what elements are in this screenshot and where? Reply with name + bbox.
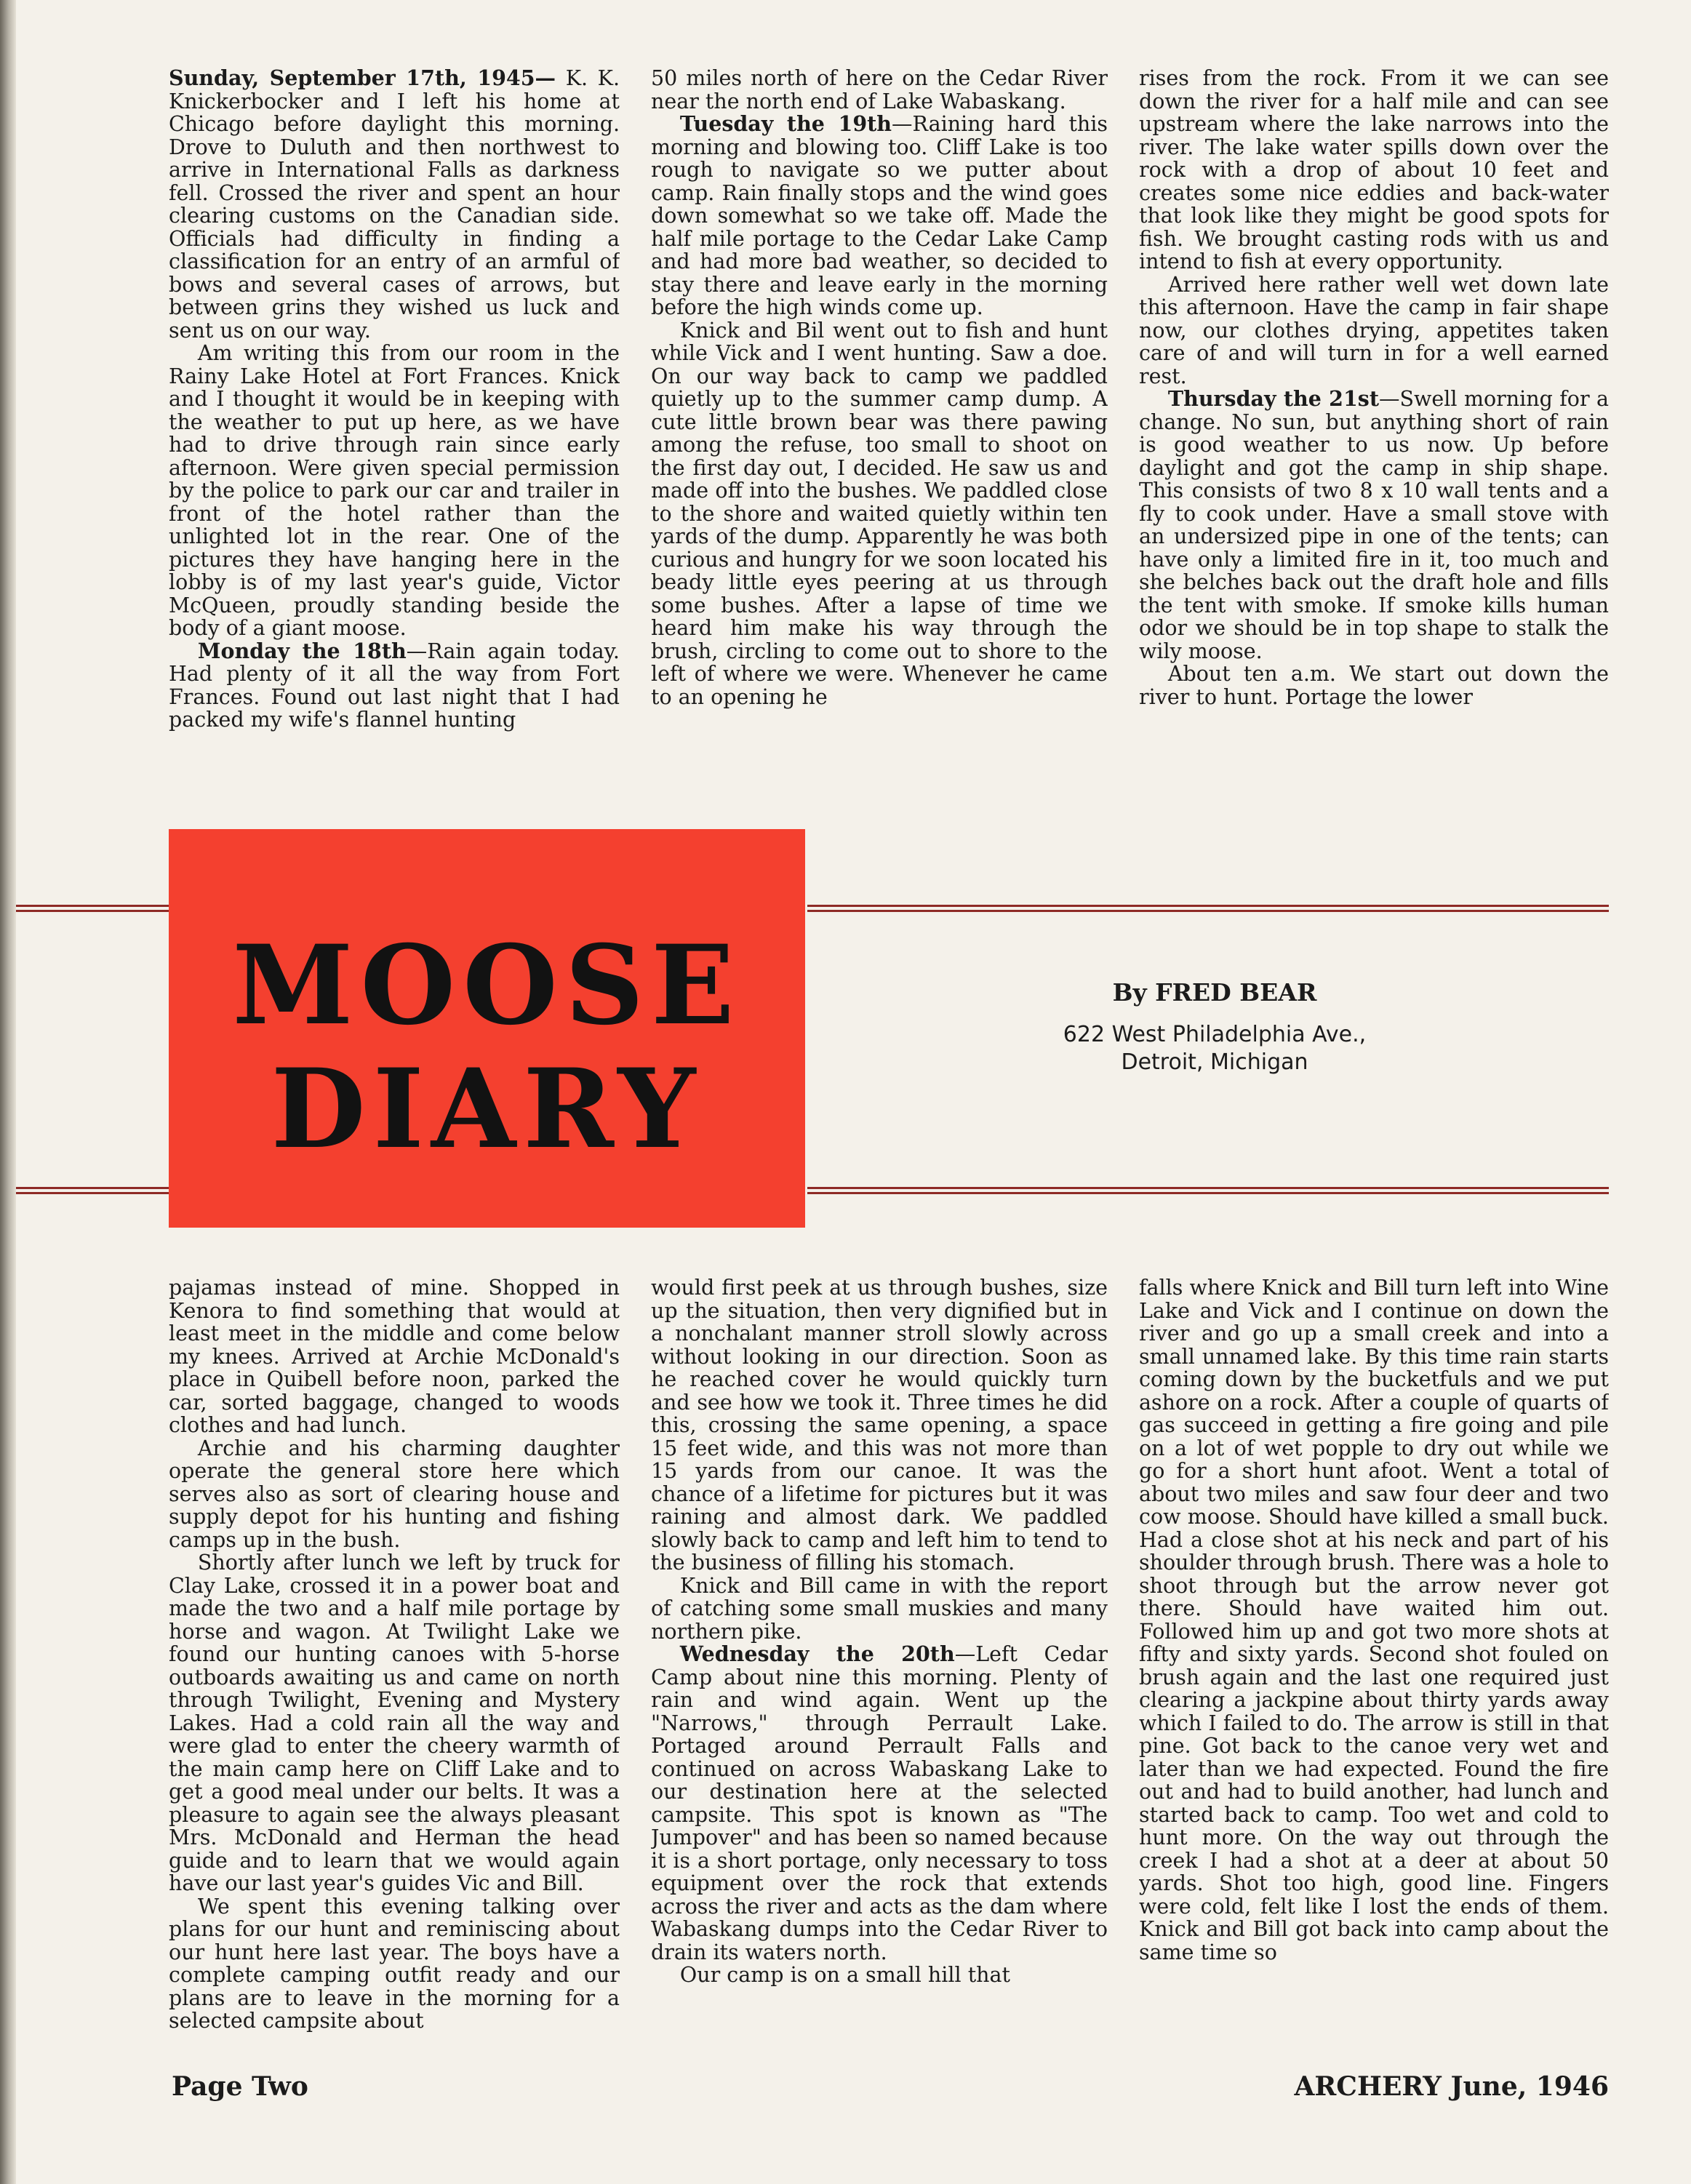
paragraph-text: —Swell morning for a change. No sun, but anything short of rain is good weather to us now. Up before daylight and got the camp in ship shape. This consists of two 8 x 10 wall tents and a fly to cook under. Have a small stove with an undersized pipe in one of the tents; can have only a limited fire in it, too much and she belches back out the draft hole and fills the tent with smoke. If smoke kills human odor we should be in top shape to stalk the wily moose. (1139, 387, 1609, 663)
date-heading: Tuesday the 19th (679, 111, 892, 136)
publication-info: ARCHERY June, 1946 (1294, 2071, 1609, 2102)
paragraph: We spent this evening talking over plans for our hunt and reminiscing about our hunt here last year. The boys have a complete camping outfit ready and our plans are to leave in the morning for a selected campsite about (169, 1894, 620, 2033)
bottom-column-2 (651, 1276, 1108, 2044)
paragraph-text: —Raining hard this morning and blowing too. Cliff Lake is too rough to navigate so we putter about camp. Rain finally stops and the wind goes down somewhat so we take off. Made the half mile portage to the Cedar Lake Camp and had more bad weather, so decided to stay there and leave early in the morning before the high winds come up. (651, 112, 1108, 319)
paragraph: would first peek at us through bushes, size up the situation, then very dignified but in a nonchalant manner stroll slowly across without looking in our direction. Soon as he reached cover he would quickly turn and see how we took it. Three times he did this, crossing the same opening, a space 15 feet wide, and this was not more than 15 yards from our canoe. It was the chance of a lifetime for pictures but it was raining and almost dark. We paddled slowly back to camp and left him to tend to the business of filling his stomach. (651, 1276, 1108, 1575)
title-box (169, 829, 805, 1228)
paragraph (169, 640, 620, 732)
top-column-3 (1139, 67, 1609, 772)
decorative-rule (807, 905, 1609, 918)
bottom-column-1 (169, 1276, 620, 2044)
top-column-1 (169, 67, 620, 772)
paragraph-text: K. K. Knickerbocker and I left his home at Chicago before daylight this morning. Drove to Duluth and then northwest to arrive in International Falls as darkness fell. Crossed the river and spent an hour clearing customs on the Canadian side. Officials had difficulty in finding a classification for an entry of an armful of bows and several cases of arrows, but between grins they wished us luck and sent us on our way. (169, 67, 620, 343)
decorative-rule (16, 905, 170, 918)
paragraph (651, 1643, 1108, 1964)
date-heading: Thursday the 21st (1167, 386, 1380, 411)
title-line-1: MOOSE (232, 921, 742, 1049)
paragraph: rises from the rock. From it we can see down the river for a half mile and can see upstream where the lake narrows into the river. The lake water spills down over the rock with a drop of about 10 feet and creates some nice eddies and back-water that look like they might be good spots for fish. We brought casting rods with us and intend to fish at every opportunity. (1139, 67, 1609, 273)
page-number: Page Two (172, 2071, 308, 2102)
paragraph (1139, 388, 1609, 663)
binding-edge (0, 0, 16, 2184)
decorative-rule (16, 1187, 170, 1200)
paragraph: Knick and Bil went out to fish and hunt while Vick and I went hunting. Saw a doe. On our way back to camp we paddled quietly up to the summer camp dump. A cute little brown bear was there pawing among the refuse, too small to shoot on the first day out, I decided. He saw us and made off into the bushes. We paddled close to the shore and waited quietly within ten yards of the dump. Apparently he was both curious and hungry for we soon located his beady little eyes peering at us through some bushes. After a lapse of time we heard him make his way through the brush, circling to come out to shore to the left of where we were. Whenever he came to an opening he (651, 318, 1108, 709)
byline (989, 978, 1440, 1076)
paragraph: 50 miles north of here on the Cedar River near the north end of Lake Wabaskang. (651, 67, 1108, 113)
paragraph: Am writing this from our room in the Rainy Lake Hotel at Fort Frances. Knick and I thought it would be in keeping with the weather to put up here, as we have had to drive through rain since early afternoon. Were given special permission by the police to park our car and trailer in front of the hotel rather than the unlighted lot in the rear. One of the pictures they have hanging here in the lobby is of my last year's guide, Victor McQueen, proudly standing beside the body of a giant moose. (169, 341, 620, 640)
paragraph: Archie and his charming daughter operate the general store here which serves also as sort of clearing house and supply depot for his hunting and fishing camps up in the bush. (169, 1436, 620, 1552)
address-line-1: 622 West Philadelphia Ave., (1063, 1022, 1367, 1047)
paragraph (651, 113, 1108, 319)
bottom-column-3 (1139, 1276, 1609, 2044)
paragraph: Arrived here rather well wet down late this afternoon. Have the camp in fair shape now, our clothes drying, appetites taken care of and will turn in for a well earned rest. (1139, 272, 1609, 388)
top-column-2 (651, 67, 1108, 772)
paragraph-text: —Rain again today. Had plenty of it all the way from Fort Frances. Found out last night that I had packed my wife's flannel hunting (169, 639, 620, 732)
author-name: By FRED BEAR (1112, 978, 1317, 1007)
date-heading: Wednesday the 20th (679, 1641, 955, 1666)
paragraph: About ten a.m. We start out down the river to hunt. Portage the lower (1139, 662, 1609, 709)
paragraph: Our camp is on a small hill that (679, 1963, 1010, 1987)
paragraph-text: —Left Cedar Camp about nine this morning. Plenty of rain and wind again. Went up the "Narrows," through Perrault Lake. Portaged around Perrault Falls and continued on across Wabaskang Lake to our destination here at the selected campsite. This spot is known as "The Jumpover" and has been so named because it is a short portage, only necessary to toss equipment over the rock that extends across the river and acts as the dam where Wabaskang dumps into the Cedar River to drain its waters north. (651, 1642, 1108, 1964)
date-heading: Sunday, September 17th, 1945— (169, 67, 556, 90)
decorative-rule (807, 1187, 1609, 1200)
date-heading: Monday the 18th (197, 638, 407, 663)
title-line-2: DIARY (271, 1045, 703, 1173)
paragraph (169, 67, 620, 342)
paragraph: Shortly after lunch we left by truck for Clay Lake, crossed it in a power boat and made the two and a half mile portage by horse and wagon. At Twilight Lake we found our hunting canoes with 5-horse outboards awaiting us and came on north through Twilight, Evening and Mystery Lakes. Had a cold rain all the way and were glad to enter the cheery warmth of the main camp here on Cliff Lake and to get a good meal under our belts. It was a pleasure to again see the always pleasant Mrs. McDonald and Herman the head guide and to learn that we would again have our last year's guides Vic and Bill. (169, 1551, 620, 1895)
paragraph: pajamas instead of mine. Shopped in Kenora to find something that would at least meet in the middle and come below my knees. Arrived at Archie McDonald's place in Quibell before noon, parked the car, sorted baggage, changed to woods clothes and had lunch. (169, 1276, 620, 1437)
paragraph: Knick and Bill came in with the report of catching some small muskies and many northern pike. (651, 1573, 1108, 1644)
address-line-2: Detroit, Michigan (1121, 1049, 1308, 1075)
paragraph: falls where Knick and Bill turn left into Wine Lake and Vick and I continue on down the river and go up a small creek and into a small unnamed lake. By this time rain starts coming down by the bucketfuls and we put ashore on a rock. After a couple of quarts of gas succeed in getting a fire going and pile on a lot of wet popple to dry out while we go for a short hunt afoot. Went a total of about two miles and saw four deer and two cow moose. Should have killed a small buck. Had a close shot at his neck and part of his shoulder through brush. There was a hole to shoot through but the arrow never got there. Should have waited him out. Followed him up and got two more shots at fifty and sixty yards. Second shot fouled on brush again and the last one required just clearing a jackpine about thirty yards away which I failed to do. The arrow is still in that pine. Got back to the canoe very wet and later than we had expected. Found the fire out and had to build another, had lunch and started back to camp. Too wet and cold to hunt more. On the way out through the creek I had a shot at a deer at about 50 yards. Shot too high, good line. Fingers were cold, felt like I lost the ends of them. Knick and Bill got back into camp about the same time so (1139, 1276, 1609, 1964)
